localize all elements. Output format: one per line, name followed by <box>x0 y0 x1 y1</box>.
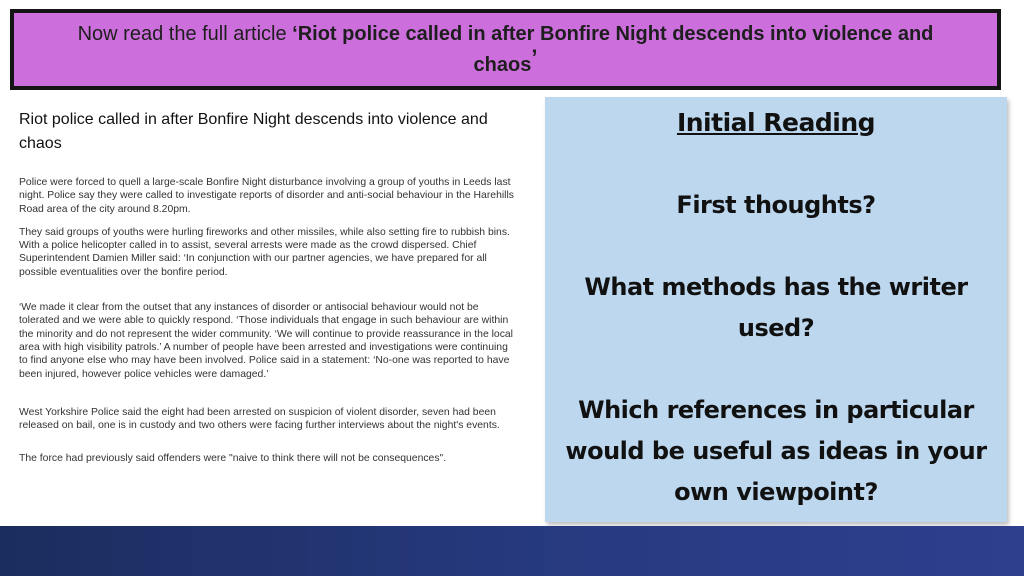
article-paragraph: The force had previously said offenders were "naive to think there will not be consequences". <box>19 453 447 465</box>
question-first-thoughts: First thoughts? <box>676 191 876 219</box>
footer-band <box>0 526 1024 576</box>
question-useful-references: Which references in particular would be useful as ideas in your own viewpoint? <box>565 396 987 506</box>
title-quote-close: ’ <box>531 44 538 70</box>
question-writer-methods: What methods has the writer used? <box>584 273 968 342</box>
title-quote-open: ‘ <box>292 22 298 45</box>
article-text <box>19 108 514 466</box>
initial-reading-box <box>545 97 1007 522</box>
article-paragraph: ‘We made it clear from the outset that any instances of disorder or antisocial behaviour would not be tolerated and we were able to quickly respond. ‘Those individuals that engage in such behaviour are within the minority and do not represent the wider community. ‘We will continue to provide reassurance in the local area with high visibility patrols.’ A number of people have been arrested and investigations were continuing to find anyone else who may have been involved. Police said in a statement: ‘No-one was reported to have been injured, however police vehicles were damaged.’ <box>19 302 513 380</box>
article-paragraph: West Yorkshire Police said the eight had been arrested on suspicion of violent disorder, seven had been released on bail, one is in custody and two others were facing further interviews about the night's events. <box>19 406 500 432</box>
initial-reading-heading: Initial Reading <box>676 108 876 137</box>
title-text <box>54 20 957 80</box>
article-paragraph: Police were forced to quell a large-scale Bonfire Night disturbance involving a group of youths in Leeds last night. Police say they were called to investigate reports of disorder and anti-social behaviour in the Harehills Road area of the city around 8.20pm. <box>19 177 514 215</box>
title-article-name: Riot police called in after Bonfire Night descends into violence and chaos <box>297 22 934 76</box>
title-banner <box>10 9 1001 90</box>
article-paragraph: They said groups of youths were hurling fireworks and other missiles, while also setting fire to rubbish bins. With a police helicopter called in to assist, several arrests were made as the crowd dispersed. Chief Superintendent Damien Miller said: ‘In conjunction with our partner agencies, we have prepared for all possible eventualities over the bonfire period. <box>19 226 510 278</box>
title-lead: Now read the full article <box>77 22 293 45</box>
article-headline: Riot police called in after Bonfire Night descends into violence and chaos <box>19 111 488 152</box>
